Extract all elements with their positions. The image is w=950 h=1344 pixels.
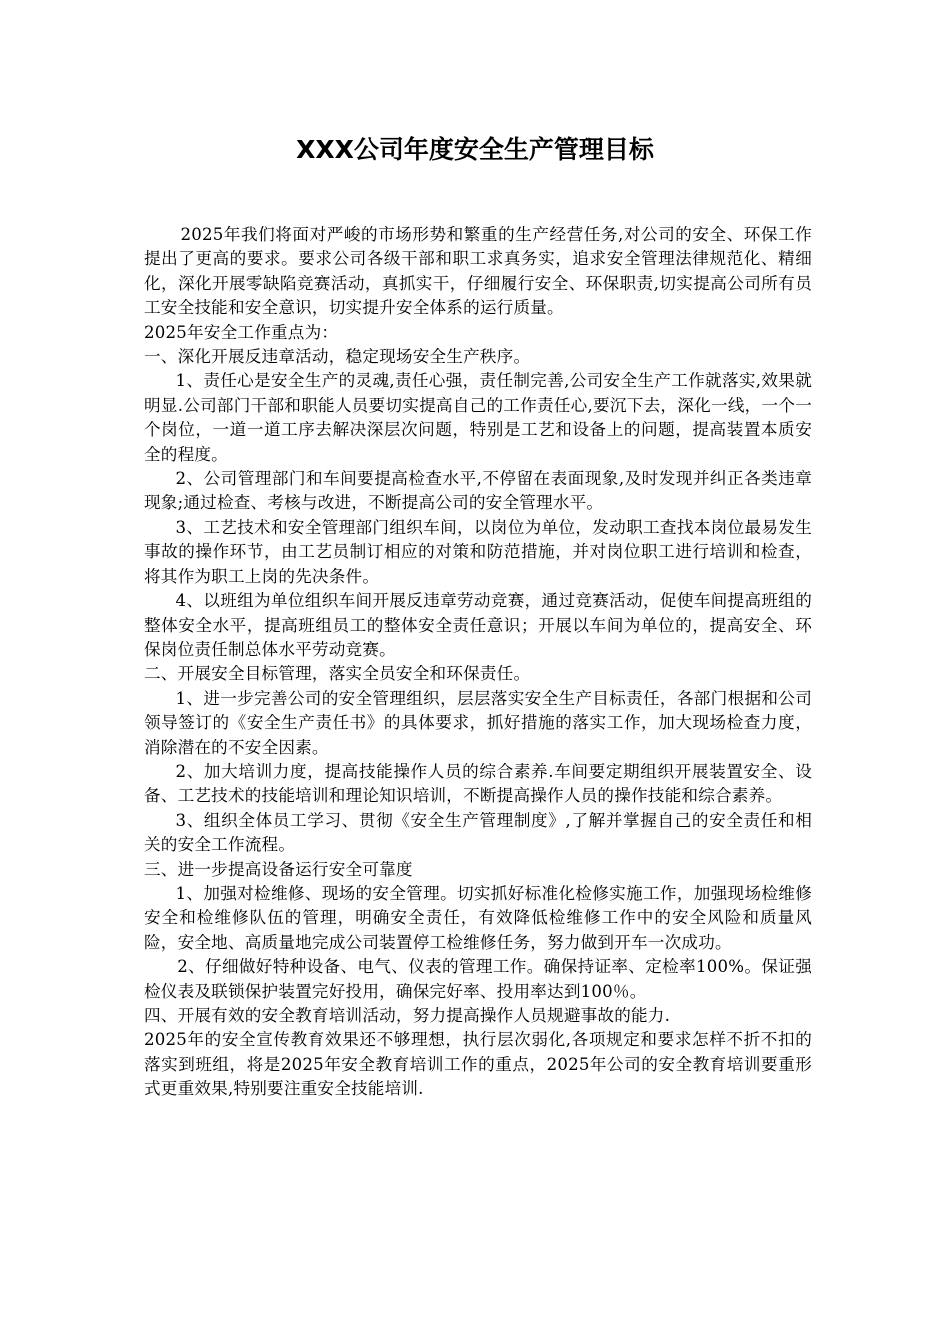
section-1-item-4: 4、以班组为单位组织车间开展反违章劳动竞赛，通过竞赛活动，促使车间提高班组的整体安全水平，提高班组员工的整体安全责任意识；开展以车间为单位的，提高安全、环保岗位责任制总体水平劳动竞赛。 [144,591,812,659]
section-2-item-1: 1、进一步完善公司的安全管理组织，层层落实安全生产目标责任，各部门根据和公司领导签订的《安全生产责任书》的具体要求，抓好措施的落实工作，加大现场检查力度，消除潜在的不安全因素。 [144,688,812,757]
section-2-item-2: 2、加大培训力度，提高技能操作人员的综合素养.车间要定期组织开展装置安全、设备、工艺技术的技能培训和理论知识培训，不断提高操作人员的操作技能和综合素养。 [144,761,812,806]
section-1-item-3: 3、工艺技术和安全管理部门组织车间，以岗位为单位，发动职工查找本岗位最易发生事故的操作环节，由工艺员制订相应的对策和防范措施，并对岗位职工进行培训和检查，将其作为职工上岗的先决条件。 [144,517,812,586]
section-heading-1: 一、深化开展反违章活动，稳定现场安全生产秩序。 [144,347,531,367]
section-2-item-3: 3、组织全体员工学习、贯彻《安全生产管理制度》,了解并掌握自己的安全责任和相关的安全工作流程。 [144,810,812,855]
section-3-item-1: 1、加强对检维修、现场的安全管理。切实抓好标准化检修实施工作，加强现场检维修安全和检维修队伍的管理，明确安全责任，有效降低检维修工作中的安全风险和质量风险，安全地、高质量地完成公司装置停工检维修任务，努力做到开车一次成功。 [144,883,812,952]
section-heading-4: 四、开展有效的安全教育培训活动，努力提高操作人员规避事故的能力. [144,1006,671,1025]
intro-paragraph: 2025年我们将面对严峻的市场形势和繁重的生产经营任务,对公司的安全、环保工作提出了更高的要求。要求公司各级干部和职工求真务实，追求安全管理法律规范化、精细化，深化开展零缺陷竞赛活动，真抓实干，仔细履行安全、环保职责,切实提高公司所有员工安全技能和安全意识，切实提升安全体系的运行质量。 [144,225,812,318]
document-body [144,223,812,1102]
section-heading-3: 三、进一步提高设备运行安全可靠度 [144,859,413,879]
section-1-item-2: 2、公司管理部门和车间要提高检查水平,不停留在表面现象,及时发现并纠正各类违章现象;通过检查、考核与改进，不断提高公司的安全管理水平。 [144,469,812,513]
document-title: XXX公司年度安全生产管理目标 [296,135,654,164]
section-1-item-1: 1、责任心是安全生产的灵魂,责任心强，责任制完善,公司安全生产工作就落实,效果就明显.公司部门干部和职能人员要切实提高自己的工作责任心,要沉下去，深化一线，一个一个岗位，一道一道工序去解决深层次问题，特别是工艺和设备上的问题，提高装置本质安全的程度。 [144,371,812,464]
section-heading-2: 二、开展安全目标管理，落实全员安全和环保责任。 [144,664,531,684]
focus-heading: 2025年安全工作重点为： [144,322,339,342]
section-3-item-2: 2、仔细做好特种设备、电气、仪表的管理工作。确保持证率、定检率100%。保证强检仪表及联锁保护装置完好投用，确保完好率、投用率达到100％。 [144,957,812,1001]
section-4-paragraph: 2025年的安全宣传教育效果还不够理想，执行层次弱化,各项规定和要求怎样不折不扣的落实到班组，将是2025年安全教育培训工作的重点，2025年公司的安全教育培训要重形式更重效果,特别要注重安全技能培训. [144,1030,812,1099]
